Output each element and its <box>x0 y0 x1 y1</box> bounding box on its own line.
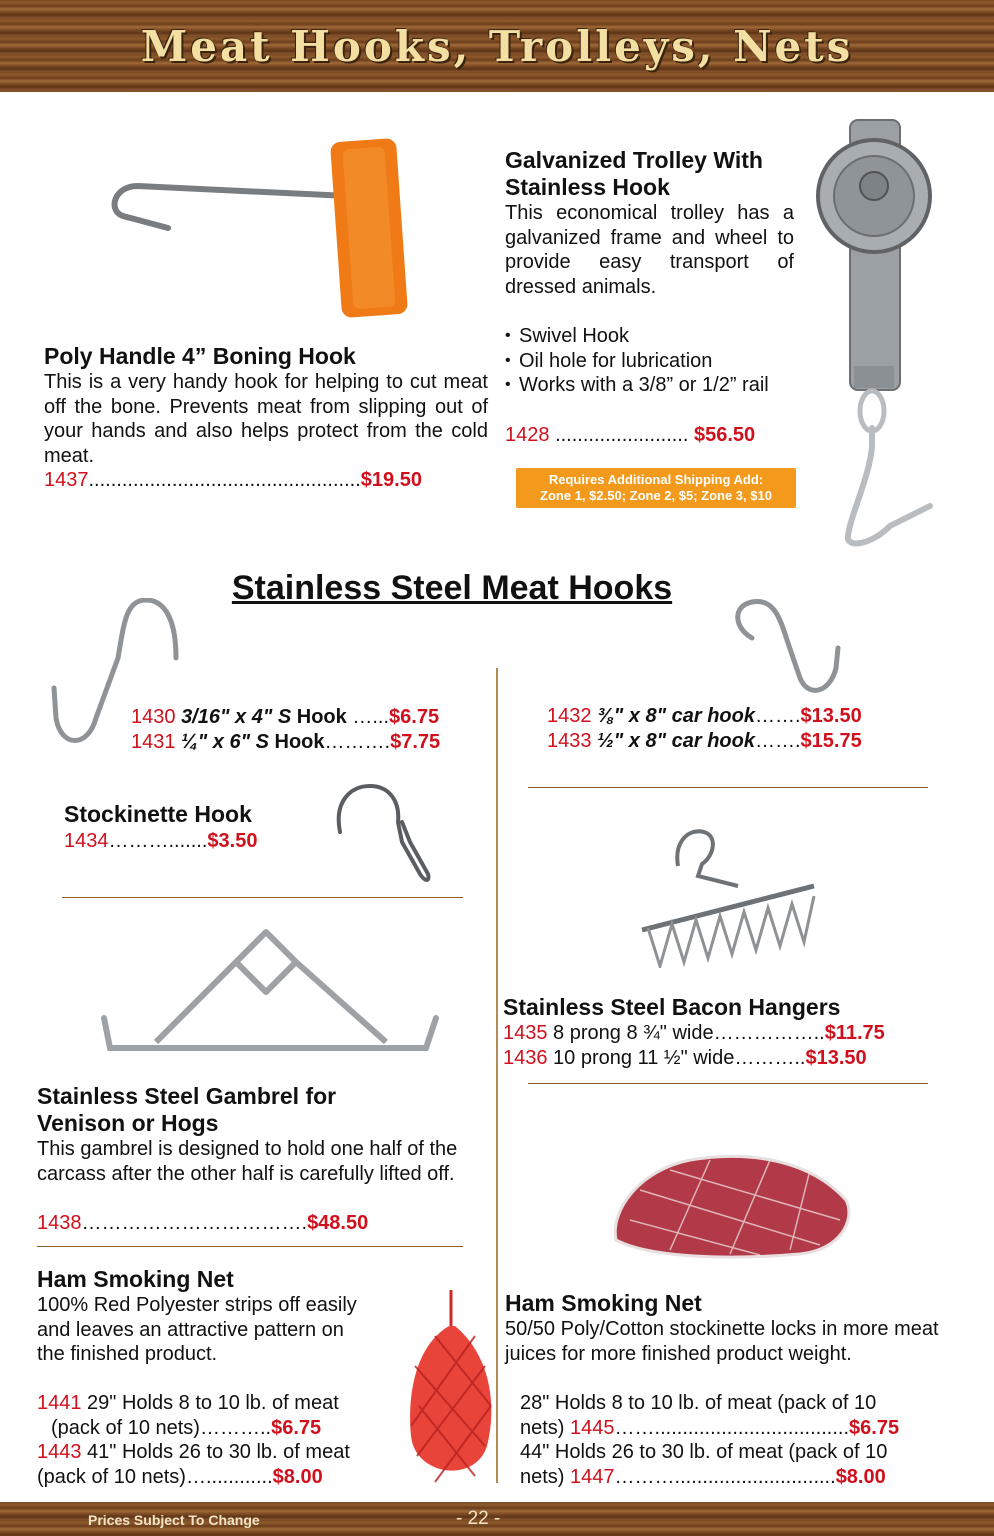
item-number: 1428 <box>505 424 550 446</box>
bacon-hangers-title: Stainless Steel Bacon Hangers <box>503 994 841 1020</box>
net-desc: 28" Holds 8 to 10 lb. of meat (pack of 10 <box>520 1392 877 1414</box>
hook-name: Hook <box>291 706 347 728</box>
s-hook-row <box>131 705 439 730</box>
page-header <box>0 0 994 92</box>
item-number: 1430 <box>131 706 176 728</box>
red-ham-net-description: 100% Red Polyester strips off easily and leaves an attractive pattern on the finished product. <box>37 1294 357 1365</box>
gambrel-icon <box>96 918 442 1060</box>
bacon-hanger-row <box>503 1021 885 1046</box>
feature-item: • Works with a 3/8” or 1/2” rail <box>505 373 794 398</box>
net-pack: (pack of 10 nets) <box>37 1466 186 1488</box>
price: $8.00 <box>835 1466 886 1488</box>
net-desc: 41" Holds 26 to 30 lb. of meat <box>81 1441 350 1463</box>
item-number: 1447 <box>570 1466 615 1488</box>
trolley-icon <box>810 116 940 552</box>
red-ham-net-row2-cont <box>37 1465 323 1490</box>
price-leader: ……. <box>754 705 801 727</box>
net-pack: nets) <box>520 1466 571 1488</box>
price-leader: ………............................. <box>614 1466 836 1488</box>
price-leader: ……. <box>754 730 801 752</box>
price-leader: ……………………………. <box>81 1212 308 1234</box>
gambrel-title-line2: Venison or Hogs <box>37 1110 219 1136</box>
hook-size: 3/16" x 4" S <box>181 706 292 728</box>
car-hook-row <box>547 704 862 729</box>
red-ham-net-icon <box>405 1286 495 1486</box>
bacon-hanger-desc: 8 prong 8 ¾" wide <box>547 1022 714 1044</box>
shipping-notice-badge <box>516 468 796 508</box>
white-ham-net-row1-cont <box>520 1416 899 1441</box>
item-number: 1435 <box>503 1022 548 1044</box>
price: $48.50 <box>307 1212 369 1234</box>
shipping-notice-line1: Requires Additional Shipping Add: <box>548 472 764 487</box>
price: $13.50 <box>805 1047 867 1069</box>
item-number: 1437 <box>44 469 89 491</box>
boning-hook-description: This is a very handy hook for helping to cut meat off the bone. Prevents meat from slipping out of your hands and also helps protect from the cold meat. <box>44 371 488 467</box>
boning-hook-icon <box>108 136 428 321</box>
price-leader: ……….. <box>734 1047 806 1069</box>
trolley-features <box>505 324 794 398</box>
page-footer <box>0 1502 994 1536</box>
hook-size: ⅜" x 8" car hook <box>597 705 755 727</box>
bacon-hanger-desc: 10 prong 11 ½" wide <box>547 1047 735 1069</box>
item-number: 1433 <box>547 730 592 752</box>
white-ham-net-icon <box>610 1150 855 1260</box>
boning-hook-title: Poly Handle 4” Boning Hook <box>44 343 356 369</box>
price-leader: ………. <box>324 731 391 753</box>
item-number: 1431 <box>131 731 176 753</box>
car-hook-row <box>547 729 862 754</box>
price: $11.75 <box>824 1022 885 1044</box>
price-leader: ........................ <box>555 424 689 446</box>
price-leader: …............ <box>185 1466 273 1488</box>
stockinette-hook-title: Stockinette Hook <box>64 801 252 827</box>
item-number: 1438 <box>37 1212 82 1234</box>
section-title: Stainless Steel Meat Hooks <box>231 569 673 607</box>
price: $8.00 <box>272 1466 323 1488</box>
item-number: 1441 <box>37 1392 82 1414</box>
net-pack: (pack of 10 nets) <box>51 1417 200 1439</box>
price: $13.50 <box>800 705 862 727</box>
gambrel-description: This gambrel is designed to hold one half of the carcass after the other half is carefully lifted off. <box>37 1138 458 1185</box>
white-ham-net-title: Ham Smoking Net <box>505 1290 702 1316</box>
price-leader: ……….. <box>199 1417 272 1439</box>
hook-size: ¼" x 6" S <box>181 731 269 753</box>
divider <box>37 1246 463 1247</box>
price: $19.50 <box>360 469 422 491</box>
price-leader: ……................................... <box>614 1417 850 1439</box>
price: $3.50 <box>207 830 258 852</box>
price: $7.75 <box>390 731 441 753</box>
s-hook-row <box>131 730 440 755</box>
price: $6.75 <box>389 706 440 728</box>
price-leader: ………....... <box>108 830 208 852</box>
feature-item: • Oil hole for lubrication <box>505 349 794 374</box>
red-ham-net-row1 <box>37 1391 339 1416</box>
net-desc: 44" Holds 26 to 30 lb. of meat (pack of 10 <box>520 1441 888 1463</box>
gambrel-price-row <box>37 1211 368 1236</box>
trolley-price-row <box>505 423 755 448</box>
bacon-hanger-row <box>503 1046 867 1071</box>
column-divider <box>496 668 498 1483</box>
hook-name: Hook <box>268 731 325 753</box>
price: $6.75 <box>849 1417 900 1439</box>
trolley-title-line1: Galvanized Trolley With <box>505 147 763 173</box>
white-ham-net-row1 <box>520 1391 876 1416</box>
item-number: 1432 <box>547 705 592 727</box>
item-number: 1445 <box>570 1417 615 1439</box>
net-desc: 29" Holds 8 to 10 lb. of meat <box>81 1392 339 1414</box>
shipping-notice-line2: Zone 1, $2.50; Zone 2, $5; Zone 3, $10 <box>540 488 772 503</box>
stockinette-price-row <box>64 829 257 854</box>
trolley-description: This economical trolley has a galvanized frame and wheel to provide easy transport of dressed animals. <box>505 202 794 298</box>
page-title: Meat Hooks, Trolleys, Nets <box>140 22 854 71</box>
net-pack: nets) <box>520 1417 571 1439</box>
item-number: 1436 <box>503 1047 548 1069</box>
price-leader: ................................................. <box>88 469 361 491</box>
item-number: 1443 <box>37 1441 82 1463</box>
price-leader: …... <box>346 706 390 728</box>
car-hook-icon <box>728 598 844 696</box>
red-ham-net-title: Ham Smoking Net <box>37 1266 234 1292</box>
divider <box>62 897 463 898</box>
price-leader: …………….. <box>713 1022 825 1044</box>
trolley-title-line2: Stainless Hook <box>505 174 670 200</box>
stockinette-hook-icon <box>330 782 434 888</box>
price: $6.75 <box>271 1417 322 1439</box>
divider <box>528 1083 928 1084</box>
feature-item: • Swivel Hook <box>505 324 794 349</box>
price: $56.50 <box>693 424 756 446</box>
boning-hook-price-row <box>44 468 422 493</box>
bacon-hanger-icon <box>638 826 818 968</box>
white-ham-net-row2 <box>520 1440 887 1465</box>
footer-note: Prices Subject To Change <box>88 1512 260 1528</box>
item-number: 1434 <box>64 830 109 852</box>
price: $15.75 <box>800 730 862 752</box>
white-ham-net-row2-cont <box>520 1465 886 1490</box>
page-number: - 22 - <box>456 1508 501 1529</box>
hook-size: ½" x 8" car hook <box>597 730 755 752</box>
divider <box>528 787 928 788</box>
red-ham-net-row2 <box>37 1440 350 1465</box>
red-ham-net-row1-cont <box>51 1416 321 1441</box>
gambrel-title-line1: Stainless Steel Gambrel for <box>37 1083 337 1109</box>
white-ham-net-description: 50/50 Poly/Cotton stockinette locks in more meat juices for more finished product weight. <box>505 1318 939 1365</box>
